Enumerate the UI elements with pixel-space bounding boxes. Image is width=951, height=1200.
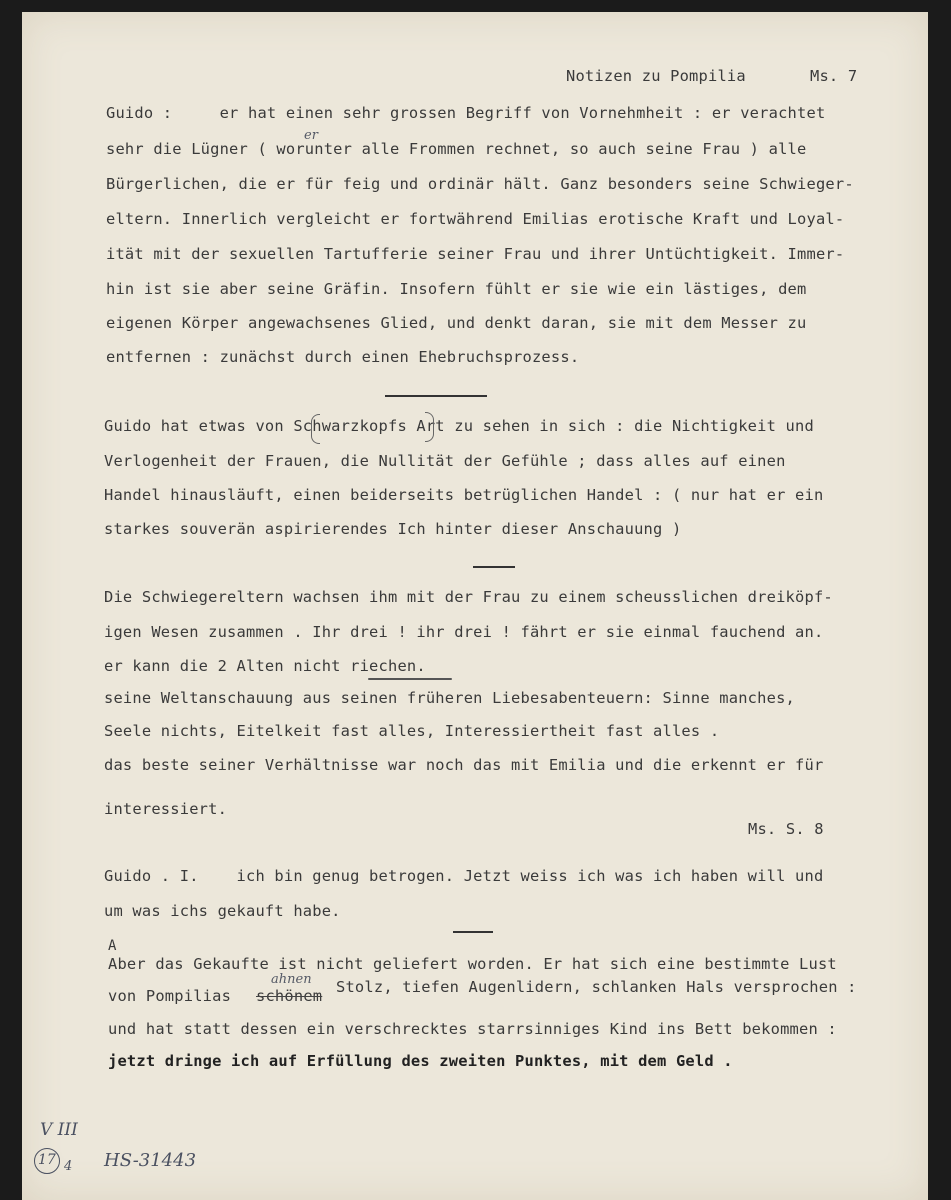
text-line: Guido : er hat einen sehr grossen Begriff von Vornehmheit : er verachtet xyxy=(106,104,826,122)
text-line: um was ichs gekauft habe. xyxy=(104,902,341,920)
text-line: igen Wesen zusammen . Ihr drei ! ihr drei ! fährt er sie einmal fauchend an. xyxy=(104,623,824,641)
header-page-number: Ms. 7 xyxy=(810,67,858,85)
text-line: starkes souverän aspirierendes Ich hinter dieser Anschauung ) xyxy=(104,520,682,538)
archive-signature: HS-31443 xyxy=(104,1150,197,1171)
handwritten-bracket-right xyxy=(425,412,434,442)
text-line: eigenen Körper angewachsenes Glied, und denkt daran, sie mit dem Messer zu xyxy=(106,314,807,332)
text-line: Verlogenheit der Frauen, die Nullität der Gefühle ; dass alles auf einen xyxy=(104,452,786,470)
archive-roman-numeral: V III xyxy=(40,1120,78,1140)
text-line: Guido . I. ich bin genug betrogen. Jetzt weiss ich was ich haben will und xyxy=(104,867,824,885)
text-line: Die Schwiegereltern wachsen ihm mit der Frau zu einem scheusslichen dreiköpf- xyxy=(104,588,833,606)
text-line: Seele nichts, Eitelkeit fast alles, Interessiertheit fast alles . xyxy=(104,722,720,740)
text-line: Handel hinausläuft, einen beiderseits betrüglichen Handel : ( nur hat er ein xyxy=(104,486,824,504)
handwritten-insertion: er xyxy=(304,128,318,143)
page-marker: Ms. S. 8 xyxy=(748,820,824,838)
section-divider xyxy=(385,395,487,397)
section-divider xyxy=(453,931,493,933)
text-line: sehr die Lügner ( worunter alle Frommen rechnet, so auch seine Frau ) alle xyxy=(106,140,807,158)
handwritten-underline xyxy=(368,678,452,680)
text-line: hin ist sie aber seine Gräfin. Insofern fühlt er sie wie ein lästiges, dem xyxy=(106,280,807,298)
text-line: entfernen : zunächst durch einen Ehebruchsprozess. xyxy=(106,348,580,366)
struck-word: schönem xyxy=(256,987,323,1005)
text-line: jetzt dringe ich auf Erfüllung des zweiten Punktes, mit dem Geld . xyxy=(108,1052,733,1070)
text-line: von Pompilias xyxy=(108,987,232,1005)
text-line: seine Weltanschauung aus seinen früheren Liebesabenteuern: Sinne manches, xyxy=(104,689,796,707)
handwritten-bracket-left xyxy=(311,414,320,444)
text-line: er kann die 2 Alten nicht riechen. xyxy=(104,657,426,675)
text-line: eltern. Innerlich vergleicht er fortwährend Emilias erotische Kraft und Loyal- xyxy=(106,210,845,228)
section-divider xyxy=(473,566,515,568)
text-line: interessiert. xyxy=(104,800,228,818)
paragraph-marker: A xyxy=(108,938,117,954)
archive-subnumber: 4 xyxy=(64,1159,73,1174)
handwritten-correction: ahnen xyxy=(271,972,312,987)
text-line: Guido hat etwas von Schwarzkopfs Art zu sehen in sich : die Nichtigkeit und xyxy=(104,417,814,435)
text-line: Bürgerlichen, die er für feig und ordinär hält. Ganz besonders seine Schwieger- xyxy=(106,175,854,193)
text-line: Aber das Gekaufte ist nicht geliefert worden. Er hat sich eine bestimmte Lust xyxy=(108,955,837,973)
text-line: Stolz, tiefen Augenlidern, schlanken Hals versprochen : xyxy=(336,978,857,996)
text-line: und hat statt dessen ein verschrecktes starrsinniges Kind ins Bett bekommen : xyxy=(108,1020,837,1038)
text-line: ität mit der sexuellen Tartufferie seiner Frau und ihrer Untüchtigkeit. Immer- xyxy=(106,245,845,263)
archive-folio-number: 17 xyxy=(38,1152,56,1168)
header-title: Notizen zu Pompilia xyxy=(566,67,746,85)
text-line: das beste seiner Verhältnisse war noch das mit Emilia und die erkennt er für xyxy=(104,756,824,774)
